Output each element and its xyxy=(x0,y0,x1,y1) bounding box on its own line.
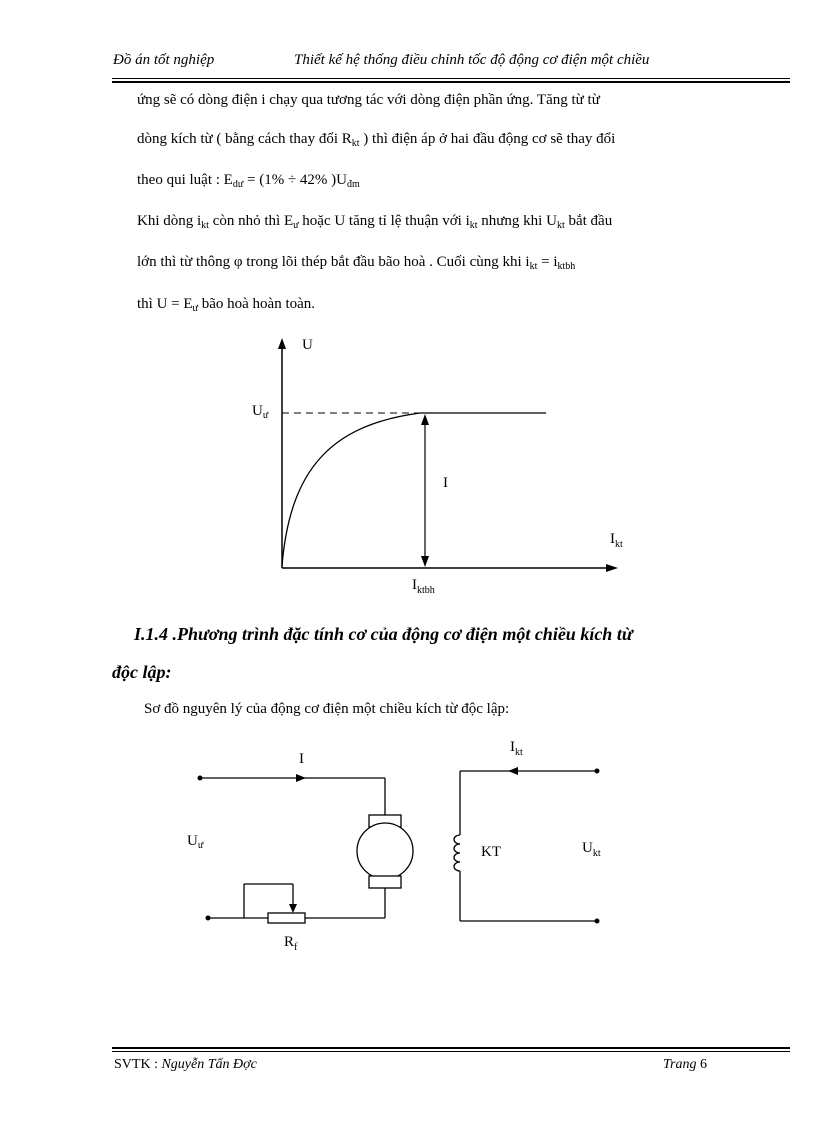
armature-current-label: I xyxy=(299,751,304,767)
armature-voltage-label: $U_ư$ xyxy=(187,833,204,851)
current-arrow-icon xyxy=(296,774,306,782)
field-current-label: $I_{kt}$ xyxy=(510,739,523,758)
paragraph-line-2: dòng kích từ ( bằng cách thay đổi $R_{kt}$ ) thì điện áp ở hai đầu động cơ sẽ thay đổi xyxy=(137,131,616,149)
header-right: Thiết kế hệ thống điều chỉnh tốc độ động cơ điện một chiều xyxy=(294,52,650,68)
footer-rule-top xyxy=(112,1047,790,1049)
field-voltage-label: $U_{kt}$ xyxy=(582,840,601,859)
paragraph-line-5: lớn thì từ thông φ trong lõi thép bắt đầu bão hoà . Cuối cùng khi $i_{kt} = i_{ktbh}$ xyxy=(137,254,576,272)
footer-right: Trang 6 xyxy=(663,1057,707,1072)
paragraph-line-6: thì $U = E_ư$ bão hoà hoàn toàn. xyxy=(137,296,316,314)
terminal-bottom-left xyxy=(206,916,211,921)
section-intro: Sơ đồ nguyên lý của động cơ điện một chiều kích từ độc lập: xyxy=(144,701,510,717)
footer-rule-bottom xyxy=(112,1051,790,1052)
ktbh-label: $I_{ktbh}$ xyxy=(412,577,435,596)
field-current-arrow-icon xyxy=(508,767,518,775)
footer-left: SVTK : Nguyễn Tấn Đợc xyxy=(114,1057,257,1072)
rheostat-label: $R_f$ xyxy=(284,934,298,953)
paragraph-line-3: theo qui luật : $E_{dư} = (1\% \div 42\%$ )$U_{đm}$ xyxy=(137,172,360,190)
section-heading-line-1: I.1.4 .Phương trình đặc tính cơ của động cơ điện một chiều kích từ xyxy=(134,624,633,644)
x-axis-label: $I_{kt}$ xyxy=(610,531,623,550)
current-i-label: I xyxy=(443,475,448,491)
motor-brush-bottom xyxy=(369,876,401,888)
field-coil-icon xyxy=(454,835,460,871)
field-winding-label: KT xyxy=(481,844,501,860)
paragraph-line-4: Khi dòng $i_{kt}$ còn nhỏ thì $E_ư$ hoặc U tăng tỉ lệ thuận với $i_{kt}$ nhưng khi $U_{kt}$ bắt đầu xyxy=(137,213,613,231)
terminal-bottom-right xyxy=(595,919,600,924)
page-number: 6 xyxy=(699,1057,707,1072)
header-left: Đồ án tốt nghiệp xyxy=(113,52,215,68)
u-saturation-label: $U_ư$ xyxy=(252,403,269,421)
paragraph-line-1: ứng sẽ có dòng điện i chạy qua tương tác với dòng điện phần ứng. Tăng từ từ xyxy=(137,92,600,108)
motor-icon xyxy=(357,823,413,879)
rheostat-resistor xyxy=(268,913,305,923)
wiper-arrow-icon xyxy=(289,904,297,913)
section-heading-line-2: độc lập: xyxy=(112,662,172,682)
y-axis-label: U xyxy=(302,337,313,353)
